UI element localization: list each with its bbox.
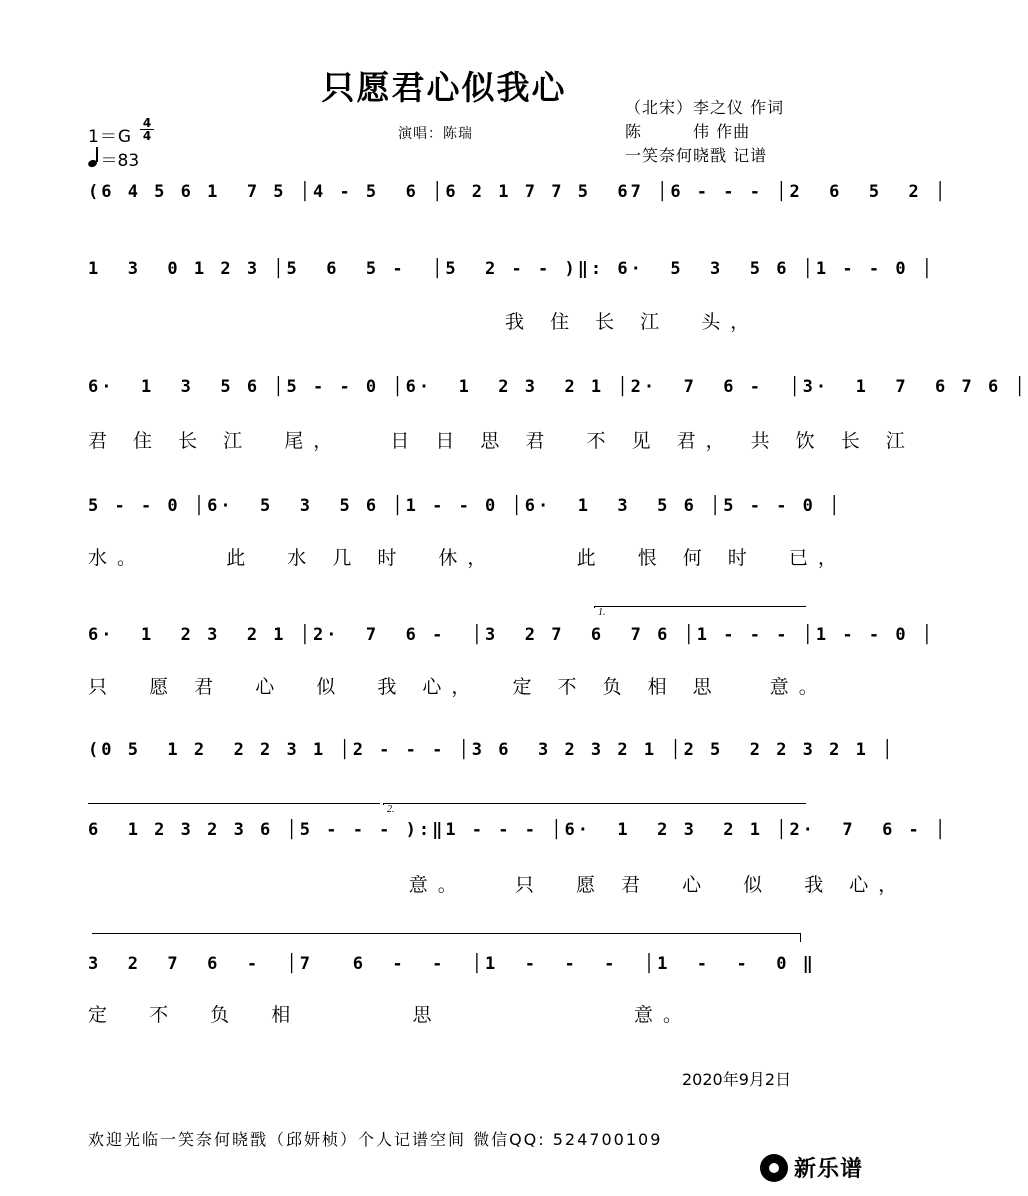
first-ending-bracket — [594, 606, 806, 618]
site-logo — [760, 1152, 863, 1183]
score-line-3-lyrics: 君 住 长 江 尾， 日 日 思 君 不 见 君， 共 饮 长 江 — [88, 430, 915, 452]
singer-credit: 演唱：陈瑞 — [398, 126, 473, 142]
score-line-6-notes: (0 5 1 2 2 2 3 1 │2 - - - │3 6 3 2 3 2 1 │2 5 2 2 3 2 1 │ — [88, 740, 896, 760]
score-line-4-lyrics: 水。 此 水 几 时 休， 此 恨 何 时 已， — [88, 547, 847, 569]
score-line-3-notes: 6· 1 3 5 6 │5 - - 0 │6· 1 2 3 2 1 │2· 7 6 - │3· 1 7 6 7 6 │ — [88, 377, 1028, 397]
page-title: 只愿君心似我心 — [321, 68, 567, 107]
composer-credit: 陈 伟 作曲 — [625, 122, 751, 141]
time-sig-top: 4 — [142, 116, 152, 130]
footer-text: 欢迎光临一笑奈何晓戬（邱妍桢）个人记谱空间 微信QQ: 524700109 — [88, 1130, 663, 1149]
score-line-8-notes: 3 2 7 6 - │7 6 - - │1 - - - │1 - - 0 ‖ — [88, 954, 816, 974]
score-line-8-lyrics: 定 不 负 相 思 意。 — [88, 1004, 692, 1026]
second-ending-continuation — [92, 933, 801, 942]
score-line-5-lyrics: 只 愿 君 心 似 我 心， 定 不 负 相 思 意。 — [88, 676, 828, 698]
disc-icon — [760, 1154, 788, 1182]
repeat-span-line — [88, 803, 380, 805]
score-line-2-notes: 1 3 0 1 2 3 │5 6 5 - │5 2 - - )‖: 6· 5 3 5 6 │1 - - 0 │ — [88, 259, 936, 279]
second-ending-label: 2. — [387, 804, 395, 815]
score-line-7-lyrics: 意。 只 愿 君 心 似 我 心， — [88, 874, 908, 896]
key-signature: 1＝G — [88, 127, 132, 147]
time-sig-bottom: 4 — [140, 129, 154, 142]
time-signature — [140, 117, 154, 142]
score-line-2-lyrics: 我 住 长 江 头， — [88, 311, 760, 333]
transcription-date: 2020年9月2日 — [682, 1070, 792, 1089]
tempo-value: ＝83 — [100, 151, 140, 171]
score-line-7-notes: 6 1 2 3 2 3 6 │5 - - - ):‖1 - - - │6· 1 2 3 2 1 │2· 7 6 - │ — [88, 820, 949, 840]
second-ending-bracket — [383, 803, 806, 815]
score-line-4-notes: 5 - - 0 │6· 5 3 5 6 │1 - - 0 │6· 1 3 5 6 │5 - - 0 │ — [88, 496, 843, 516]
tempo-marking — [88, 146, 139, 171]
score-line-1-notes: (6 4 5 6 1 7 5 │4 - 5 6 │6 2 1 7 7 5 67 │6 - - - │2 6 5 2 │ — [88, 182, 949, 202]
score-line-5-notes: 6· 1 2 3 2 1 │2· 7 6 - │3 2 7 6 7 6 │1 - - - │1 - - 0 │ — [88, 625, 936, 645]
first-ending-label: 1. — [598, 607, 606, 618]
transcriber-credit: 一笑奈何晓戬 记谱 — [625, 146, 768, 165]
logo-text: 新乐谱 — [794, 1157, 864, 1182]
lyricist-credit: （北宋）李之仪 作词 — [625, 98, 785, 117]
credits-block — [625, 96, 784, 168]
